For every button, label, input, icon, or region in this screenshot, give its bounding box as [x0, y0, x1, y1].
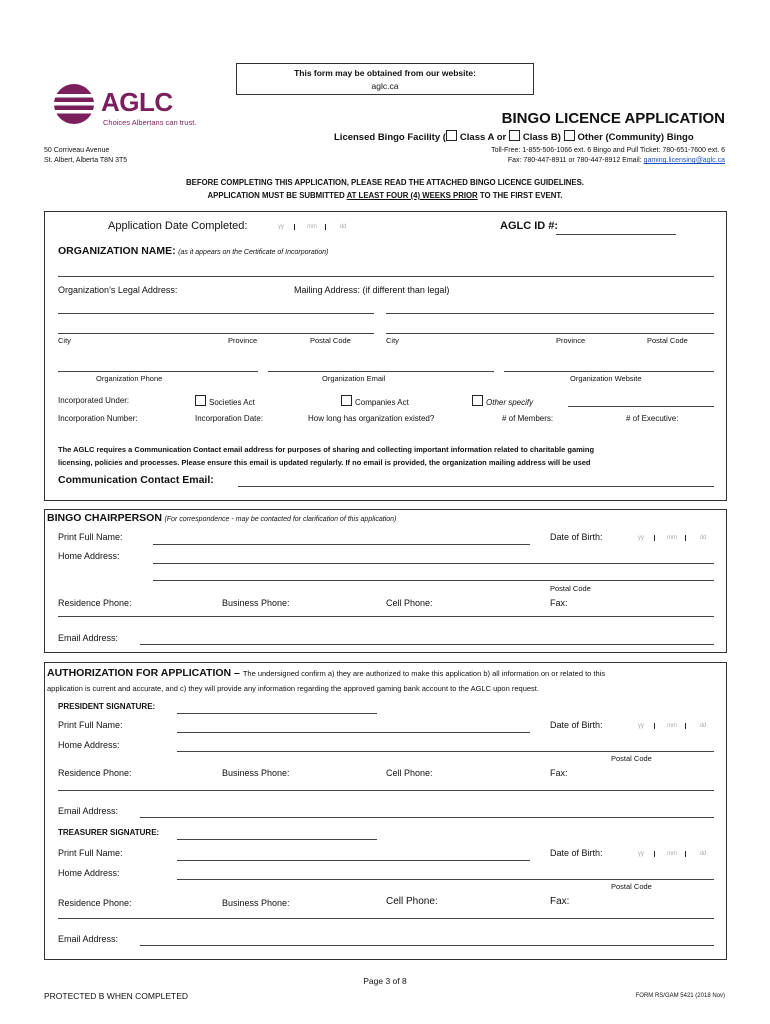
pres-phones-field[interactable]: [58, 790, 714, 791]
incorporation-date-label: Incorporation Date:: [195, 414, 264, 423]
pres-home-address-label: Home Address:: [58, 740, 120, 750]
protected-label: PROTECTED B WHEN COMPLETED: [44, 991, 189, 1001]
date-mm: mm: [659, 723, 686, 729]
treas-business-phone-label: Business Phone:: [222, 898, 290, 908]
companies-act-option[interactable]: [341, 395, 409, 407]
notice-line1: BEFORE COMPLETING THIS APPLICATION, PLEASE READ THE ATTACHED BINGO LICENCE GUIDELINES.: [186, 178, 584, 187]
treas-dob-field[interactable]: [628, 851, 716, 857]
chair-email-label: Email Address:: [58, 633, 119, 643]
treas-print-name-label: Print Full Name:: [58, 848, 123, 858]
legal-address-label: Organization’s Legal Address:: [58, 285, 178, 295]
auth-text2: application is current and accurate, and c) they will provide any information regarding the approved gaming bank account to the AGLC upon request.: [47, 684, 539, 693]
contact-line2: [508, 157, 725, 164]
address-line1: 50 Corriveau Avenue: [44, 147, 110, 154]
org-name-label: ORGANIZATION NAME:: [58, 245, 176, 257]
pres-fax-label: Fax:: [550, 768, 568, 778]
treas-phones-field[interactable]: [58, 918, 714, 919]
incorporation-number-label: Incorporation Number:: [58, 414, 138, 423]
chairperson-note: (For correspondence - may be contacted for clarification of this application): [164, 516, 397, 523]
treas-cell-phone-label: Cell Phone:: [386, 896, 438, 907]
class-b-checkbox[interactable]: [509, 130, 520, 141]
date-dd: dd: [699, 535, 707, 541]
pres-business-phone-label: Business Phone:: [222, 768, 290, 778]
treas-postal-label: Postal Code: [611, 882, 652, 891]
logo-text: AGLC: [101, 87, 173, 117]
treas-email-field[interactable]: [140, 945, 714, 946]
comm-notice-line1: The AGLC requires a Communication Contact email address for purposes of sharing and collecting important information related to charitable gaming: [58, 445, 595, 454]
org-name-row: [58, 245, 328, 257]
auth-title: AUTHORIZATION FOR APPLICATION –: [47, 667, 243, 679]
chair-cell-phone-label: Cell Phone:: [386, 598, 433, 608]
org-phone-field[interactable]: [58, 371, 258, 372]
president-signature-field[interactable]: [177, 713, 377, 714]
pres-dob-label: Date of Birth:: [550, 720, 603, 730]
date-mm: mm: [299, 224, 326, 230]
members-label: # of Members:: [502, 414, 554, 423]
org-name-field[interactable]: [58, 276, 714, 277]
treas-email-label: Email Address:: [58, 934, 119, 944]
pres-home-address-field[interactable]: [177, 751, 714, 752]
comm-notice-line2: licensing, policies and processes. Please ensure this email is updated regularly. If no email is provided, the organization mailing address will be used: [58, 458, 591, 467]
notice-line2: [0, 191, 770, 200]
licence-type-row: [334, 130, 694, 143]
date-yy: yy: [268, 224, 295, 230]
mailing-postal-label: Postal Code: [647, 336, 688, 345]
treas-fax-label: Fax:: [550, 896, 570, 907]
companies-act-label: Companies Act: [355, 398, 409, 407]
date-yy: yy: [628, 851, 655, 857]
companies-act-checkbox[interactable]: [341, 395, 352, 406]
other-specify-checkbox[interactable]: [472, 395, 483, 406]
chair-business-phone-label: Business Phone:: [222, 598, 290, 608]
mailing-city-field[interactable]: [386, 333, 714, 334]
legal-address-field[interactable]: [58, 313, 374, 314]
chair-print-name-field[interactable]: [153, 544, 530, 545]
chair-residence-phone-label: Residence Phone:: [58, 598, 132, 608]
societies-act-label: Societies Act: [209, 398, 255, 407]
logo-tagline: Choices Albertans can trust.: [103, 118, 197, 127]
mailing-address-field[interactable]: [386, 313, 714, 314]
contact-line1: Toll-Free: 1-855-506-1066 ext. 6 Bingo and Pull Ticket: 780-651-7600 ext. 6: [491, 147, 725, 154]
website-notice-line2: aglc.ca: [371, 81, 399, 91]
contact-fax: Fax: 780-447-8911 or 780-447-8912 Email:: [507, 157, 642, 164]
class-a-checkbox[interactable]: [446, 130, 457, 141]
chairperson-heading: [47, 512, 396, 524]
chair-dob-label: Date of Birth:: [550, 532, 603, 542]
treas-residence-phone-label: Residence Phone:: [58, 898, 132, 908]
org-email-label: Organization Email: [322, 374, 386, 383]
notice-line2-underline: AT LEAST FOUR (4) WEEKS PRIOR: [346, 191, 478, 200]
treas-home-address-field[interactable]: [177, 879, 714, 880]
pres-postal-label: Postal Code: [611, 754, 652, 763]
mailing-city-label: City: [386, 336, 399, 345]
mailing-address-label: Mailing Address: (if different than legal): [294, 285, 450, 295]
pres-email-field[interactable]: [140, 817, 714, 818]
address-line2: St. Albert, Alberta T8N 3T5: [44, 157, 128, 164]
chair-postal-label: Postal Code: [550, 584, 591, 593]
date-dd: dd: [699, 851, 707, 857]
chairperson-section: [44, 509, 727, 653]
mailing-province-label: Province: [556, 336, 586, 345]
societies-act-checkbox[interactable]: [195, 395, 206, 406]
treas-home-address-label: Home Address:: [58, 868, 120, 878]
chair-home-address-field[interactable]: [153, 563, 714, 564]
aglc-id-field[interactable]: [556, 234, 676, 235]
date-yy: yy: [628, 535, 655, 541]
president-signature-label: PRESIDENT SIGNATURE:: [58, 702, 156, 711]
treas-print-name-field[interactable]: [177, 860, 530, 861]
application-date-label: Application Date Completed:: [108, 220, 248, 232]
page-number: Page 3 of 8: [363, 976, 407, 986]
chair-home-address-label: Home Address:: [58, 551, 120, 561]
date-dd: dd: [339, 224, 347, 230]
aglc-logo: [50, 80, 230, 130]
other-specify-label: Other specify: [486, 398, 534, 407]
notice-line2-b: TO THE FIRST EVENT.: [477, 191, 563, 200]
other-community-checkbox[interactable]: [564, 130, 575, 141]
treas-dob-label: Date of Birth:: [550, 848, 603, 858]
auth-heading: [47, 667, 605, 679]
auth-text1: The undersigned confirm a) they are authorized to make this application b) all information on or related to this: [242, 669, 606, 678]
chairperson-title: BINGO CHAIRPERSON: [47, 512, 162, 524]
date-mm: mm: [659, 535, 686, 541]
other-community-label: Other (Community) Bingo: [577, 132, 694, 143]
licensed-facility-label: Licensed Bingo Facility (: [334, 132, 446, 143]
how-long-label: How long has organization existed?: [308, 414, 435, 423]
legal-city-label: City: [58, 336, 71, 345]
treasurer-signature-text: TREASURER SIGNATURE: [58, 828, 157, 837]
class-b-label: Class B): [522, 132, 561, 143]
contact-email-link[interactable]: gaming.licensing@aglc.ca: [643, 157, 725, 164]
legal-postal-label: Postal Code: [310, 336, 351, 345]
application-date-field[interactable]: [268, 224, 356, 230]
chair-fax-label: Fax:: [550, 598, 568, 608]
president-signature-text: PRESIDENT SIGNATURE: [58, 702, 153, 711]
notice-line2-a: APPLICATION MUST BE SUBMITTED: [207, 191, 347, 200]
pres-print-name-label: Print Full Name:: [58, 720, 123, 730]
pres-dob-field[interactable]: [628, 723, 716, 729]
form-id: FORM RS/GAM 5421 (2018 Nov): [635, 993, 725, 999]
pres-residence-phone-label: Residence Phone:: [58, 768, 132, 778]
pres-email-label: Email Address:: [58, 806, 119, 816]
comm-email-field[interactable]: [238, 486, 714, 487]
treasurer-signature-label: TREASURER SIGNATURE:: [58, 828, 160, 837]
chair-email-field[interactable]: [140, 644, 714, 645]
org-name-note: (as it appears on the Certificate of Incorporation): [178, 249, 329, 256]
legal-province-label: Province: [228, 336, 258, 345]
aglc-id-label: AGLC ID #:: [500, 220, 559, 232]
comm-email-label: Communication Contact Email:: [58, 474, 214, 486]
societies-act-option[interactable]: [195, 395, 255, 407]
page-title: BINGO LICENCE APPLICATION: [501, 110, 725, 127]
website-notice-line1: This form may be obtained from our website:: [294, 68, 476, 78]
date-mm: mm: [659, 851, 686, 857]
class-a-label: Class A or: [459, 132, 507, 143]
org-website-field[interactable]: [504, 371, 714, 372]
pres-cell-phone-label: Cell Phone:: [386, 768, 433, 778]
other-specify-field[interactable]: [568, 406, 714, 407]
treasurer-signature-field[interactable]: [177, 839, 377, 840]
org-website-label: Organization Website: [570, 374, 642, 383]
date-yy: yy: [628, 723, 655, 729]
chair-dob-field[interactable]: [628, 535, 716, 541]
chair-print-name-label: Print Full Name:: [58, 532, 123, 542]
pres-print-name-field[interactable]: [177, 732, 530, 733]
org-phone-label: Organization Phone: [96, 374, 163, 383]
executive-label: # of Executive:: [626, 414, 679, 423]
aglc-logo-mark: [50, 80, 98, 126]
org-email-field[interactable]: [268, 371, 494, 372]
chair-phones-field[interactable]: [58, 616, 714, 617]
incorporated-under-label: Incorporated Under:: [58, 396, 130, 405]
chair-home-address-field-2[interactable]: [153, 580, 714, 581]
date-dd: dd: [699, 723, 707, 729]
legal-city-field[interactable]: [58, 333, 374, 334]
other-specify-option[interactable]: [472, 395, 533, 407]
